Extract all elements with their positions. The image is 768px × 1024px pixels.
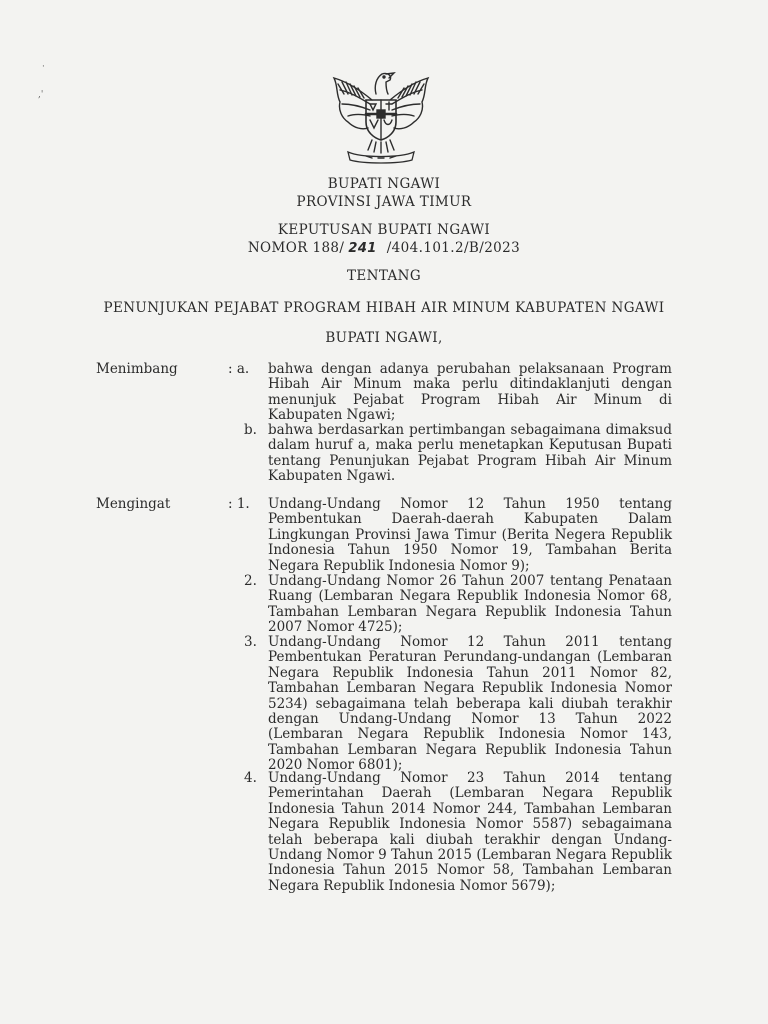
mengingat-marker-3: 3. <box>244 634 257 650</box>
mengingat-item-4: Undang-Undang Nomor 23 Tahun 2014 tentang Pemerintahan Daerah (Lembaran Negara Republik Indonesia Tahun 2014 Nomor 244, Tambahan Lembaran Negara Republik Indonesia Nomor 5587) sebagaimana telah beberapa kali diubah terakhir dengan Undang-Undang Nomor 9 Tahun 2015 (Lembaran Negara Republik Indonesia Tahun 2015 Nomor 58, Tambahan Lembaran Negara Republik Indonesia Nomor 5679); <box>268 770 672 894</box>
menimbang-marker-a: : a. <box>228 361 250 377</box>
mengingat-item-1: Undang-Undang Nomor 12 Tahun 1950 tentang Pembentukan Daerah-daerah Kabupaten Dalam Lingkungan Provinsi Jawa Timur (Berita Negera Republik Indonesia Tahun 1950 Nomor 19, Tambahan Berita Negara Republik Indonesia Nomor 9); <box>268 496 672 574</box>
menimbang-item-a: bahwa dengan adanya perubahan pelaksanaan Program Hibah Air Minum maka perlu ditindaklanjuti dengan menunjuk Pejabat Program Hibah Air Minum di Kabupaten Ngawi; <box>268 361 672 424</box>
mengingat-item-3: Undang-Undang Nomor 12 Tahun 2011 tentang Pembentukan Peraturan Perundang-undangan (Lembaran Negara Republik Indonesia Tahun 2011 Nomor 82, Tambahan Lembaran Negara Republik Indonesia Nomor 5234) sebagaimana telah beberapa kali diubah terakhir dengan Undang-Undang Nomor 13 Tahun 2022 (Lembaran Negara Republik Indonesia Nomor 143, Tambahan Lembaran Negara Republik Indonesia Tahun 2020 Nomor 6801); <box>268 634 672 774</box>
regent-title: BUPATI NGAWI <box>327 176 441 192</box>
scan-speck: · <box>42 62 45 72</box>
decree-number <box>0 240 768 256</box>
handwritten-number: 241 <box>348 241 377 256</box>
decree-title: KEPUTUSAN BUPATI NGAWI <box>277 222 491 238</box>
mengingat-marker-4: 4. <box>244 770 257 786</box>
menimbang-item-b: bahwa berdasarkan pertimbangan sebagaimana dimaksud dalam huruf a, maka perlu menetapkan Keputusan Bupati tentang Penunjukan Pejabat Program Hibah Air Minum Kabupaten Ngawi. <box>268 422 672 485</box>
mengingat-item-2: Undang-Undang Nomor 26 Tahun 2007 tentang Penataan Ruang (Lembaran Negara Republik Indonesia Nomor 68, Tambahan Lembaran Negara Republik Indonesia Tahun 2007 Nomor 4725); <box>268 573 672 636</box>
scan-speck: ,' <box>38 90 44 100</box>
mengingat-marker-2: 2. <box>244 573 257 589</box>
menimbang-label: Menimbang <box>96 361 178 377</box>
decree-number-prefix: NOMOR 188/ <box>247 240 345 256</box>
about-heading: TENTANG <box>346 268 422 284</box>
authority-line: BUPATI NGAWI, <box>325 330 443 346</box>
garuda-emblem-icon <box>326 60 436 168</box>
decree-number-suffix: /404.101.2/B/2023 <box>386 240 521 256</box>
province-title: PROVINSI JAWA TIMUR <box>296 194 472 210</box>
mengingat-marker-1: : 1. <box>228 496 250 512</box>
decree-subject: PENUNJUKAN PEJABAT PROGRAM HIBAH AIR MINUM KABUPATEN NGAWI <box>103 300 665 316</box>
mengingat-label: Mengingat <box>96 496 171 512</box>
menimbang-marker-b: b. <box>244 422 257 438</box>
